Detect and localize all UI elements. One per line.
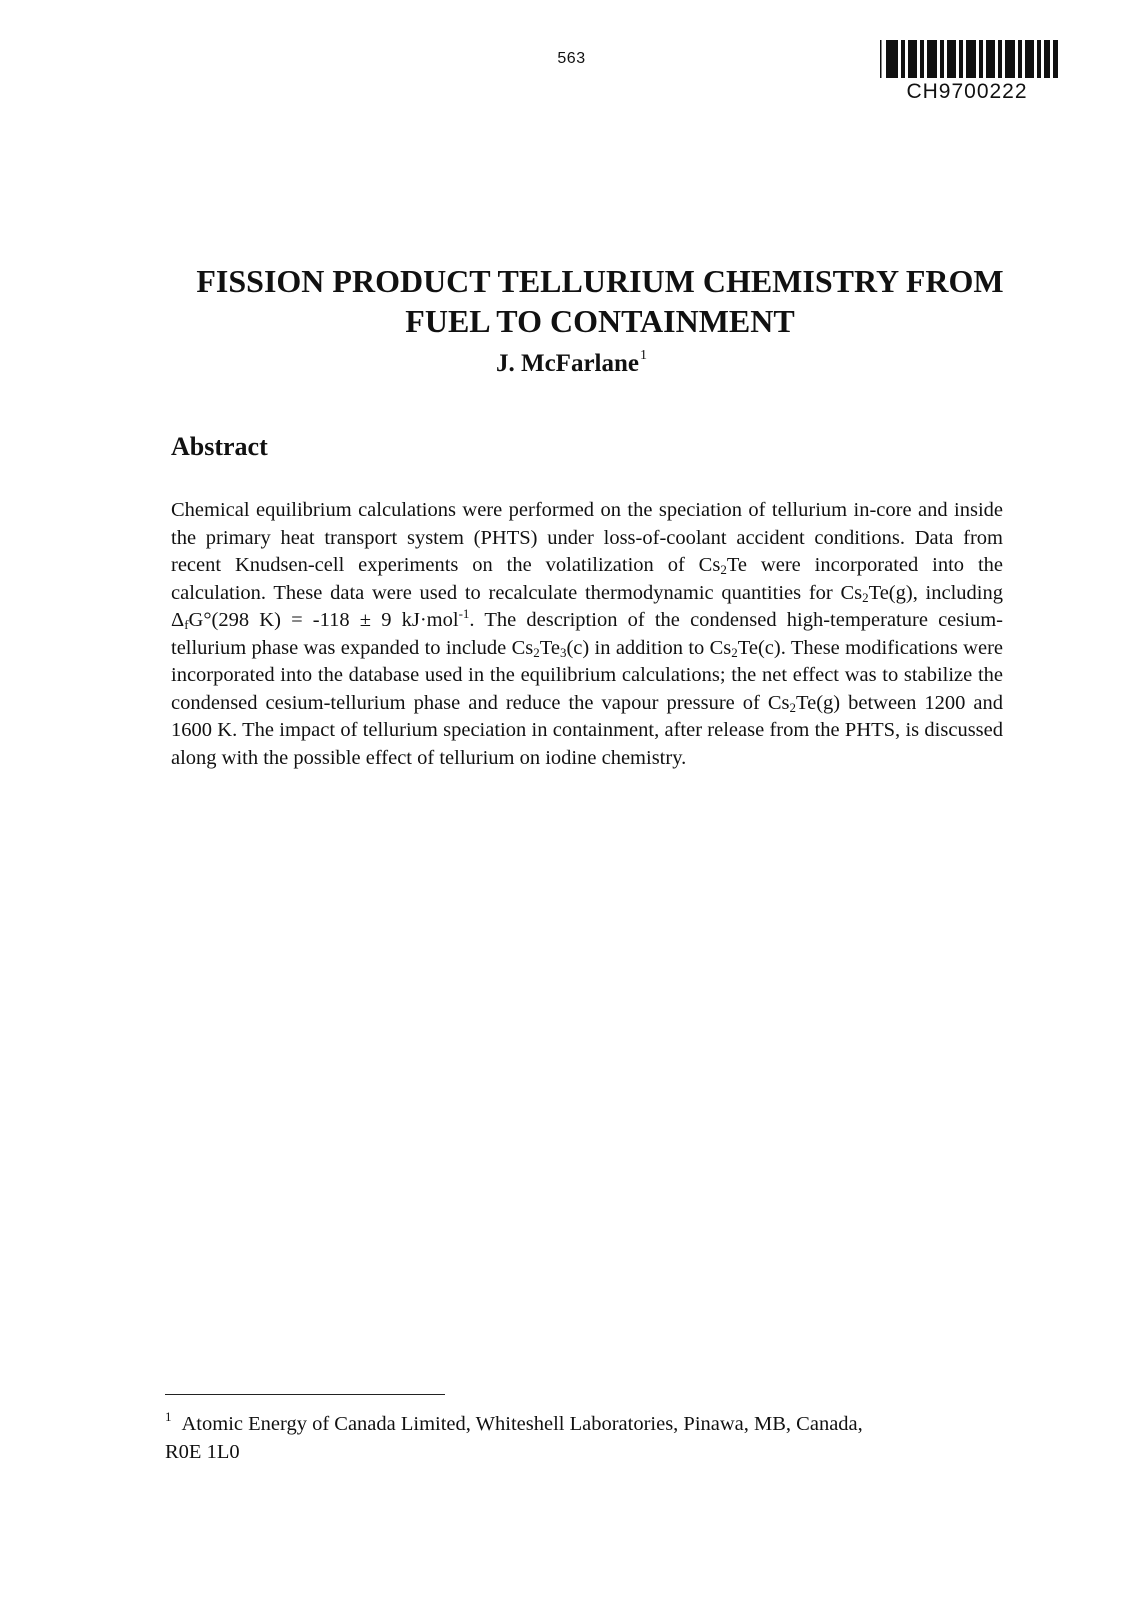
- author-line: [0, 348, 1143, 378]
- abstract-text-run: Te(g) between 1200 and 1600 K. The impact of tellurium speciation in containment, after release from the PHTS, is discussed along with the possible effect of tellurium on iodine chemistry.: [171, 691, 1003, 769]
- abstract-text-run: Te(g), including Δ: [171, 581, 1003, 631]
- abstract-text-run: G°(298 K) = -118 ± 9 kJ·mol: [188, 609, 459, 631]
- abstract-text-run: Te: [539, 636, 560, 659]
- subscript: 2: [789, 699, 796, 715]
- abstract-text-run: (c) in addition to Cs: [566, 636, 732, 659]
- subscript: 2: [533, 644, 540, 660]
- author-footnote-mark: 1: [640, 348, 647, 363]
- subscript: 2: [731, 644, 738, 660]
- report-barcode-block: [880, 40, 1060, 104]
- footnote-line-2: R0E 1L0: [165, 1441, 240, 1463]
- barcode-icon: [880, 40, 1060, 78]
- footnote-line-1: Atomic Energy of Canada Limited, Whiteshell Laboratories, Pinawa, MB, Canada,: [181, 1413, 863, 1435]
- title-line-2: FUEL TO CONTAINMENT: [405, 303, 795, 340]
- subscript: 2: [862, 589, 869, 605]
- footnote-divider: [165, 1394, 445, 1395]
- abstract-text-run: Chemical equilibrium calculations were performed on the speciation of tellurium in-core and inside the primary heat transport system (PHTS) under loss-of-coolant accident conditions. Data from recent Knudsen-cell experiments on the volatilization of Cs: [171, 499, 1003, 576]
- report-id: CH9700222: [906, 80, 1028, 103]
- abstract-heading: Abstract: [171, 432, 268, 461]
- superscript: -1: [458, 606, 470, 621]
- subscript: 3: [559, 644, 567, 660]
- paper-title: [130, 261, 1070, 341]
- subscript: f: [184, 617, 189, 632]
- abstract-text: [171, 497, 1003, 772]
- subscript: 2: [720, 562, 727, 577]
- footnote-mark: 1: [165, 1409, 172, 1424]
- abstract-text-run: Te(c). These modifications were incorporated into the database used in the equilibrium calculations; the net effect was to stabilize the condensed cesium-tellurium phase and reduce the vapour pressure of Cs: [171, 636, 1004, 714]
- author-name: J. McFarlane: [495, 350, 639, 377]
- abstract-text-run: Te were incorporated into the calculation. These data were used to recalculate thermodynamic quantities for Cs: [171, 554, 1003, 604]
- title-line-1: FISSION PRODUCT TELLURIUM CHEMISTRY FROM: [196, 263, 1004, 300]
- footnote: [165, 1410, 965, 1466]
- abstract-text-run: . The description of the condensed high-temperature cesium-tellurium phase was expanded to include Cs: [171, 609, 1003, 659]
- page-number: 563: [557, 50, 586, 67]
